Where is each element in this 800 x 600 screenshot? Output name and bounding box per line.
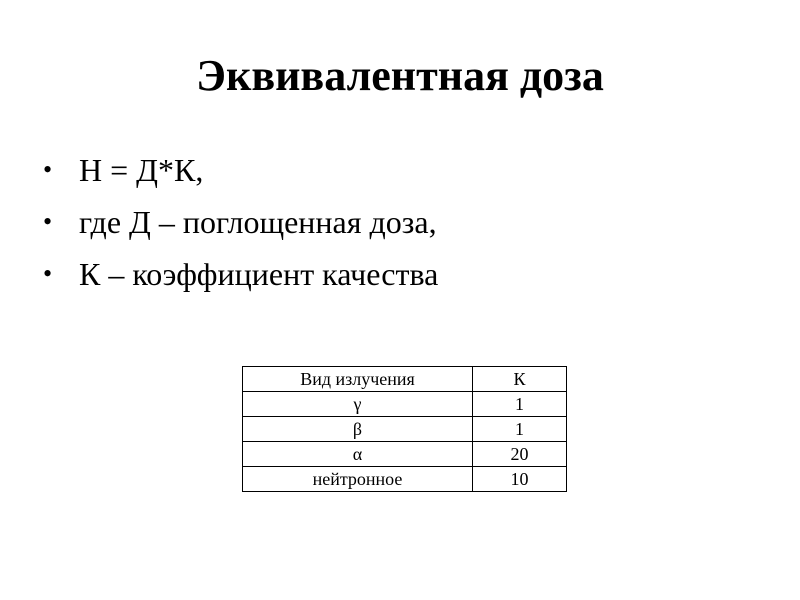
cell-quality-factor: 10 — [473, 467, 567, 492]
cell-quality-factor: 1 — [473, 417, 567, 442]
bullet-item-absorbed-dose — [40, 196, 760, 248]
header-quality-factor: К — [473, 367, 567, 392]
header-radiation-type: Вид излучения — [243, 367, 473, 392]
bullet-icon: • — [43, 155, 53, 184]
cell-radiation-type: γ — [243, 392, 473, 417]
table-row — [243, 392, 567, 417]
bullet-icon: • — [43, 259, 53, 288]
cell-quality-factor: 1 — [473, 392, 567, 417]
cell-quality-factor: 20 — [473, 442, 567, 467]
table-row — [243, 467, 567, 492]
bullet-icon: • — [43, 207, 53, 236]
bullet-item-quality-factor — [40, 248, 760, 300]
slide-title: Эквивалентная доза — [196, 51, 604, 100]
bullet-text: К – коэффициент качества — [79, 256, 439, 292]
bullet-list — [40, 144, 760, 300]
cell-radiation-type: β — [243, 417, 473, 442]
bullet-item-formula — [40, 144, 760, 196]
bullet-text: где Д – поглощенная доза, — [79, 204, 437, 240]
cell-radiation-type: нейтронное — [243, 467, 473, 492]
table-row — [243, 442, 567, 467]
table-row — [243, 417, 567, 442]
bullet-text: Н = Д*К, — [79, 152, 204, 188]
cell-radiation-type: α — [243, 442, 473, 467]
radiation-quality-table — [242, 366, 567, 492]
table-header-row — [243, 367, 567, 392]
